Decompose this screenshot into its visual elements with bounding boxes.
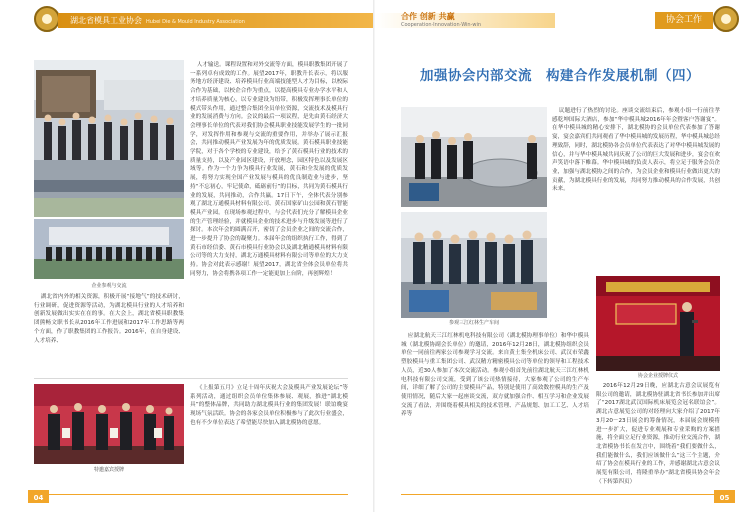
left-footer-line: [30, 494, 348, 495]
header-association-name: 湖北省模具工业协会: [70, 16, 142, 25]
right-column-a-text: 应湖北航天三江红林机电科技有限公司（湖北模协理事单位）和华中模具城（湖北模协副会长单位）的邀请，2016年12月28日，湖北模协组织会员单位一同前往两家公司参观学习交流。来自黄土集全机床公司、武汉市荣鑫塑胶模具与重工集团公司、武汉精方精密模具公司等单位的领导和工程技术人员，近30人参加了本次交流活动。参观小组首先前往湖北航天三江红林机电科技有限公司交流，受到了该公司热情接待，大家参观了公司的生产车间，详细了解了公司的主要模具产品，特别是使用了高效数控模具的生产及使用情况，随后大家一起座谈交流，双方就加强合作、相互学习和企业发展交流了看法，并围绕着模具相关的技术管理、产品规划、加工工艺、人才培养等: [401, 333, 589, 418]
article-title: 加强协会内部交流 构建合作发展机制（四）: [420, 68, 700, 84]
header-slogan-en: Cooperation·Innovation·Win-win: [401, 22, 482, 28]
right-page-number: [714, 490, 735, 503]
caption-award-ceremony: 特邀嘉宾授牌: [93, 467, 124, 473]
demonstration-image: [401, 212, 547, 318]
right-column-c-text: 2016年12月29日晚，应湖北古意会议展览有限公司的邀请，湖北模协驻湖北省书长参加并出席了“2017湖北武汉国际机床展览会冠名联谊会”。湖北古意展览公司的对经理向大家介绍了2017年3月20－23日展会的筹备情况，本届展会规模将进一步扩大，促进专业观展和专业采购的方案措施，将全面立足行业资源，推动行业交流合作，湖北省模协书长在发言中，围绕着“我们要做什么，我们能做什么，我们应该做什么”这三个主题，介绍了协会在模具行业的工作，并感谢湖北古意会议展览有限公司，将隆重举办“湖北省模具协会年会（下转第四页）: [596, 383, 720, 485]
photo-demonstration: [401, 212, 547, 318]
left-column-c-text: 《上报第五月》立足十周年庆祝大会及模具产业发展论坛”等系列活动，通过组织会员单位集体参展、观展，推进“湖北模具”的整体品牌，共同助力湖北模具行业的集团发展！联谊晚宴现场气氛活跃。协会的各家会员单位积极参与了此次行业盛会，也有不少单位表达了希望能尽快加入湖北模协的意愿。: [190, 385, 348, 426]
right-page-number-value: 05: [719, 494, 730, 502]
right-footer-line: [401, 494, 716, 495]
caption-factory-visit: 企业参观与交流: [91, 283, 127, 289]
left-page-number-value: 04: [33, 494, 44, 502]
right-column-c: [596, 382, 720, 485]
left-column-a: [190, 61, 348, 373]
association-logo-icon: [34, 6, 60, 32]
right-column-b-text: 议题进行了热烈的讨论。座谈交流结束后，参观小组一行前往孝感乾坤国际大酒店，参加“华中模具城2016年年会暨客户答谢宴”。在华中模具城的精心安排下，湖北模协的会员单位代表参加了答谢宴，宴会嘉宾们共同观看了华中模具城的发展历程，华中模具城总经理致辞，同时，湖北模协各会员单位代表表达了对华中模具城发展的信心，并与华中模具城共同庆祝了公司的巨大发展和进步，宴会在欢声笑语中落下帷幕。华中模具城的负责人表示，将立足于服务会员企业，加强与湖北模协之间的合作，为会员企业和模具行业做出更大的贡献，为湖北模具行业的发展，共同努力推动模具的合作发展，共创未来。: [552, 108, 720, 193]
factory-visit-image: [34, 60, 184, 217]
left-page-number: [28, 490, 49, 503]
workshop-image: [401, 107, 547, 207]
speaker-stage-image: [596, 276, 720, 371]
left-column-b-text: 湖北省内外的相关资源，积极开展“接地气”的技术研讨，行业调研，促进资源等活动，为湖北模具行业的人才培养和创新发展做出实实在在的事。在大会上，湖北省模具职教集团熊畅文职书长从2016年工作进展和2017年工作思路等两个方面，作了职教集团的工作报告。2016年，在自身建设、人才培养、: [34, 294, 184, 344]
caption-speaker-stage: 协会企业授牌仪式: [637, 373, 678, 379]
header-association-name-en: Hubei Die & Mould Industry Association: [146, 19, 245, 25]
group-hall-image: [34, 219, 184, 279]
left-page-number-label: [28, 490, 49, 493]
section-tag: 协会工作: [655, 12, 713, 29]
photo-factory-visit: [34, 60, 184, 217]
left-column-b: [34, 293, 184, 373]
left-column-a-text: 人才输送。课程设置和对外交流等方面，模具职教集团开展了一系列卓有成效的工作。展望2017年，职教升长表示，将以服务地方经济建设、培养模具行业高端技能型人才为目标，以校际合作为基础，以校企合作为重点，以提高模具专业办学水平和人才培养质量为核心，以专业建设为纽带，积极发挥理事长单位的模式带头作用，通过整合集团全员单位资源，交流技术及模具行业的发展消费与方向。会议的最后一项议程，是先由黄石经济大会理事长单位的代表对我们协会模具职业技能发展学生的一批同学，对发挥作用和参观与交流的重要作用，并举办了展示汇报会，共同推动模具产业发展为年的优质发展。黄石模具职业技能学院，对于各个学校的专业建设，给予了黄石模具行业的技术的质量支持，以及产业园区建设，开放理念，园区特色以及发展区域等。作为一个力争为模具行业发展，黄石和全发展的优质发展，将努力实现全国产业发展与模具的优良制造业与进步，坚持“不忘初心，牢记使命，砥砺前行”的目标，共同为黄石模具行业的发展，共同推动，合作共赢。17日下午，全体代表分别参观了湖北万通模具材料有限公司、黄石国家矿山公园和黄石智能模具产业园。在现场参观过程中，与会代表们充分了解模具企业的生产管理经验，并就模具企业的技术进步与升级发展等进行了探讨。本次年会的圆满召开，密切了会员企业之间的交流合作，进一步提升了协会的凝聚力。本届年会的组织执行工作，得到了黄石市经信委、黄石市模具行业协会以及湖北精通模具材料有限公司等的大力支持，湖北万通模具材料有限公司等单位的大力支持。协会对此表示感谢！展望2017，湖北省全体会员单位将共同努力，协会将携各项工作一定能更加上台阶，再创辉煌！: [190, 62, 348, 277]
photo-speaker-stage: [596, 276, 720, 371]
association-logo-right-icon: [713, 6, 739, 32]
right-page-number-label: [714, 490, 735, 493]
right-column-b: [552, 107, 720, 267]
left-column-c: [190, 384, 348, 474]
award-ceremony-image: [34, 384, 184, 464]
photo-award-ceremony: [34, 384, 184, 464]
caption-workshop: 参观三江红林生产车间: [448, 320, 499, 326]
right-column-a: [401, 332, 589, 477]
photo-group-hall: [34, 219, 184, 279]
left-divider: [34, 378, 348, 379]
photo-workshop: [401, 107, 547, 207]
right-page: [375, 0, 750, 512]
header-slogan: 合作 创新 共赢: [401, 12, 455, 21]
